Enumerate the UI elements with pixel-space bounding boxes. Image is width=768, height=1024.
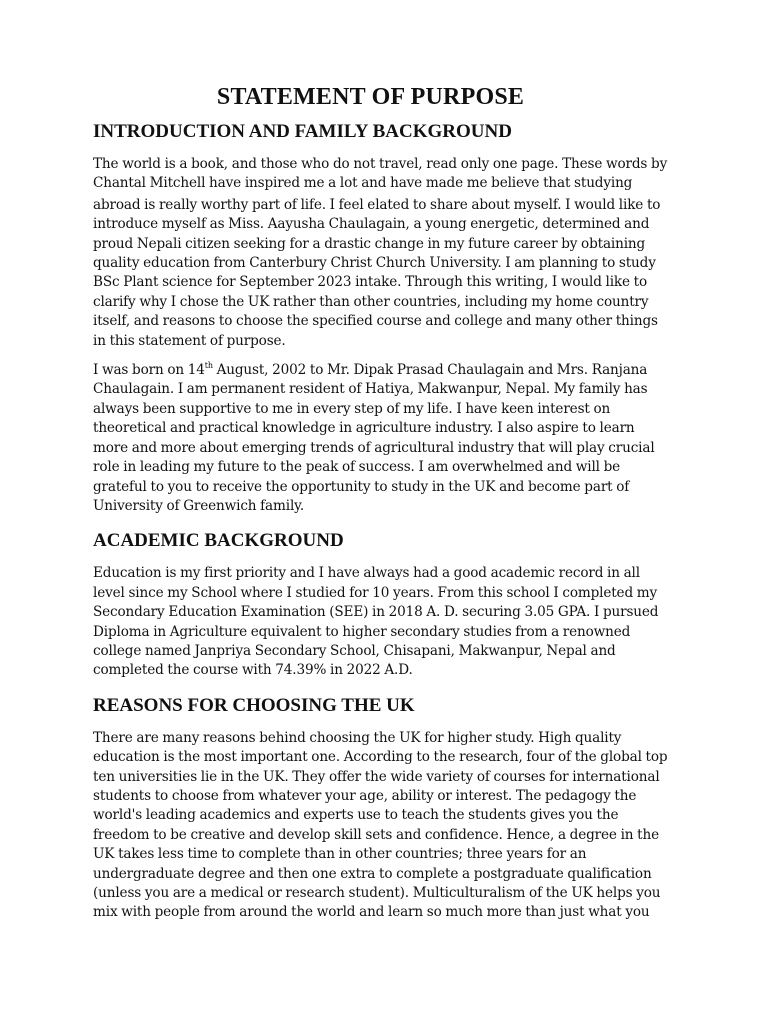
text-line: in this statement of purpose.: [93, 332, 286, 349]
text-line: introduce myself as Miss. Aayusha Chaulagain, a young energetic, determined and: [93, 216, 650, 233]
text-line: There are many reasons behind choosing the UK for higher study. High quality: [93, 729, 622, 746]
text-line: freedom to be creative and develop skill sets and confidence. Hence, a degree in the: [93, 826, 659, 843]
text-line: itself, and reasons to choose the specified course and college and many other things: [93, 313, 658, 330]
paragraph-intro: [93, 155, 678, 351]
text-fragment: August, 2002 to Mr. Dipak Prasad Chaulagain and Mrs. Ranjana: [212, 362, 648, 379]
text-line: Chantal Mitchell have inspired me a lot and have made me believe that studying: [93, 175, 633, 192]
text-line: Chaulagain. I am permanent resident of Hatiya, Makwanpur, Nepal. My family has: [93, 381, 648, 398]
document-page: [93, 84, 678, 923]
text-line: level since my School where I studied for 10 years. From this school I completed my: [93, 584, 658, 601]
text-line: (unless you are a medical or research student). Multiculturalism of the UK helps you: [93, 885, 661, 901]
section-heading-reasons-uk: REASONS FOR CHOOSING THE UK: [93, 694, 415, 716]
text-line: college named Janpriya Secondary School, Chisapani, Makwanpur, Nepal and: [93, 642, 616, 659]
text-line: mix with people from around the world and learn so much more than just what you: [93, 904, 650, 921]
text-line: clarify why I chose the UK rather than other countries, including my home country: [93, 293, 649, 310]
text-line: quality education from Canterbury Christ Church University. I am planning to study: [93, 255, 656, 272]
paragraph-family: [93, 361, 678, 516]
paragraph-reasons-uk: [93, 729, 678, 923]
text-line: students to choose from whatever your age, ability or interest. The pedagogy the: [93, 787, 637, 804]
text-fragment: I was born on 14: [93, 362, 205, 379]
document-title: STATEMENT OF PURPOSE: [216, 84, 525, 110]
text-line: [93, 361, 678, 380]
text-line: Diploma in Agriculture equivalent to higher secondary studies from a renowned: [93, 623, 631, 640]
text-line: more and more about emerging trends of agricultural industry that will play crucial: [93, 439, 655, 456]
text-line: education is the most important one. According to the research, four of the global top: [93, 749, 668, 766]
text-line: world's leading academics and experts use to teach the students gives you the: [93, 807, 619, 824]
text-line: role in leading my future to the peak of success. I am overwhelmed and will be: [93, 459, 621, 476]
text-line: always been supportive to me in every step of my life. I have keen interest on: [93, 400, 611, 417]
text-line: undergraduate degree and then one extra to complete a postgraduate qualification: [93, 865, 652, 882]
text-line: completed the course with 74.39% in 2022 A.D.: [93, 662, 413, 679]
text-line: The world is a book, and those who do not travel, read only one page. These words by: [93, 156, 668, 172]
text-line: abroad is really worthy part of life. I feel elated to share about myself. I would like to: [93, 196, 661, 213]
text-line: UK takes less time to complete than in other countries; three years for an: [93, 846, 587, 863]
text-line: Education is my first priority and I have always had a good academic record in all: [93, 565, 640, 582]
text-line: University of Greenwich family.: [93, 497, 305, 514]
text-line: theoretical and practical knowledge in agriculture industry. I also aspire to learn: [93, 420, 635, 437]
text-line: Secondary Education Examination (SEE) in 2018 A. D. securing 3.05 GPA. I pursued: [93, 604, 659, 621]
section-heading-academic: ACADEMIC BACKGROUND: [93, 530, 344, 552]
text-line: proud Nepali citizen seeking for a drastic change in my future career by obtaining: [93, 235, 646, 252]
text-line: grateful to you to receive the opportunity to study in the UK and become part of: [93, 478, 630, 495]
paragraph-academic: [93, 564, 678, 680]
section-heading-introduction: INTRODUCTION AND FAMILY BACKGROUND: [93, 121, 512, 142]
ordinal-suffix: th: [204, 360, 213, 370]
text-line: ten universities lie in the UK. They offer the wide variety of courses for international: [93, 768, 660, 785]
text-line: BSc Plant science for September 2023 intake. Through this writing, I would like to: [93, 274, 648, 291]
